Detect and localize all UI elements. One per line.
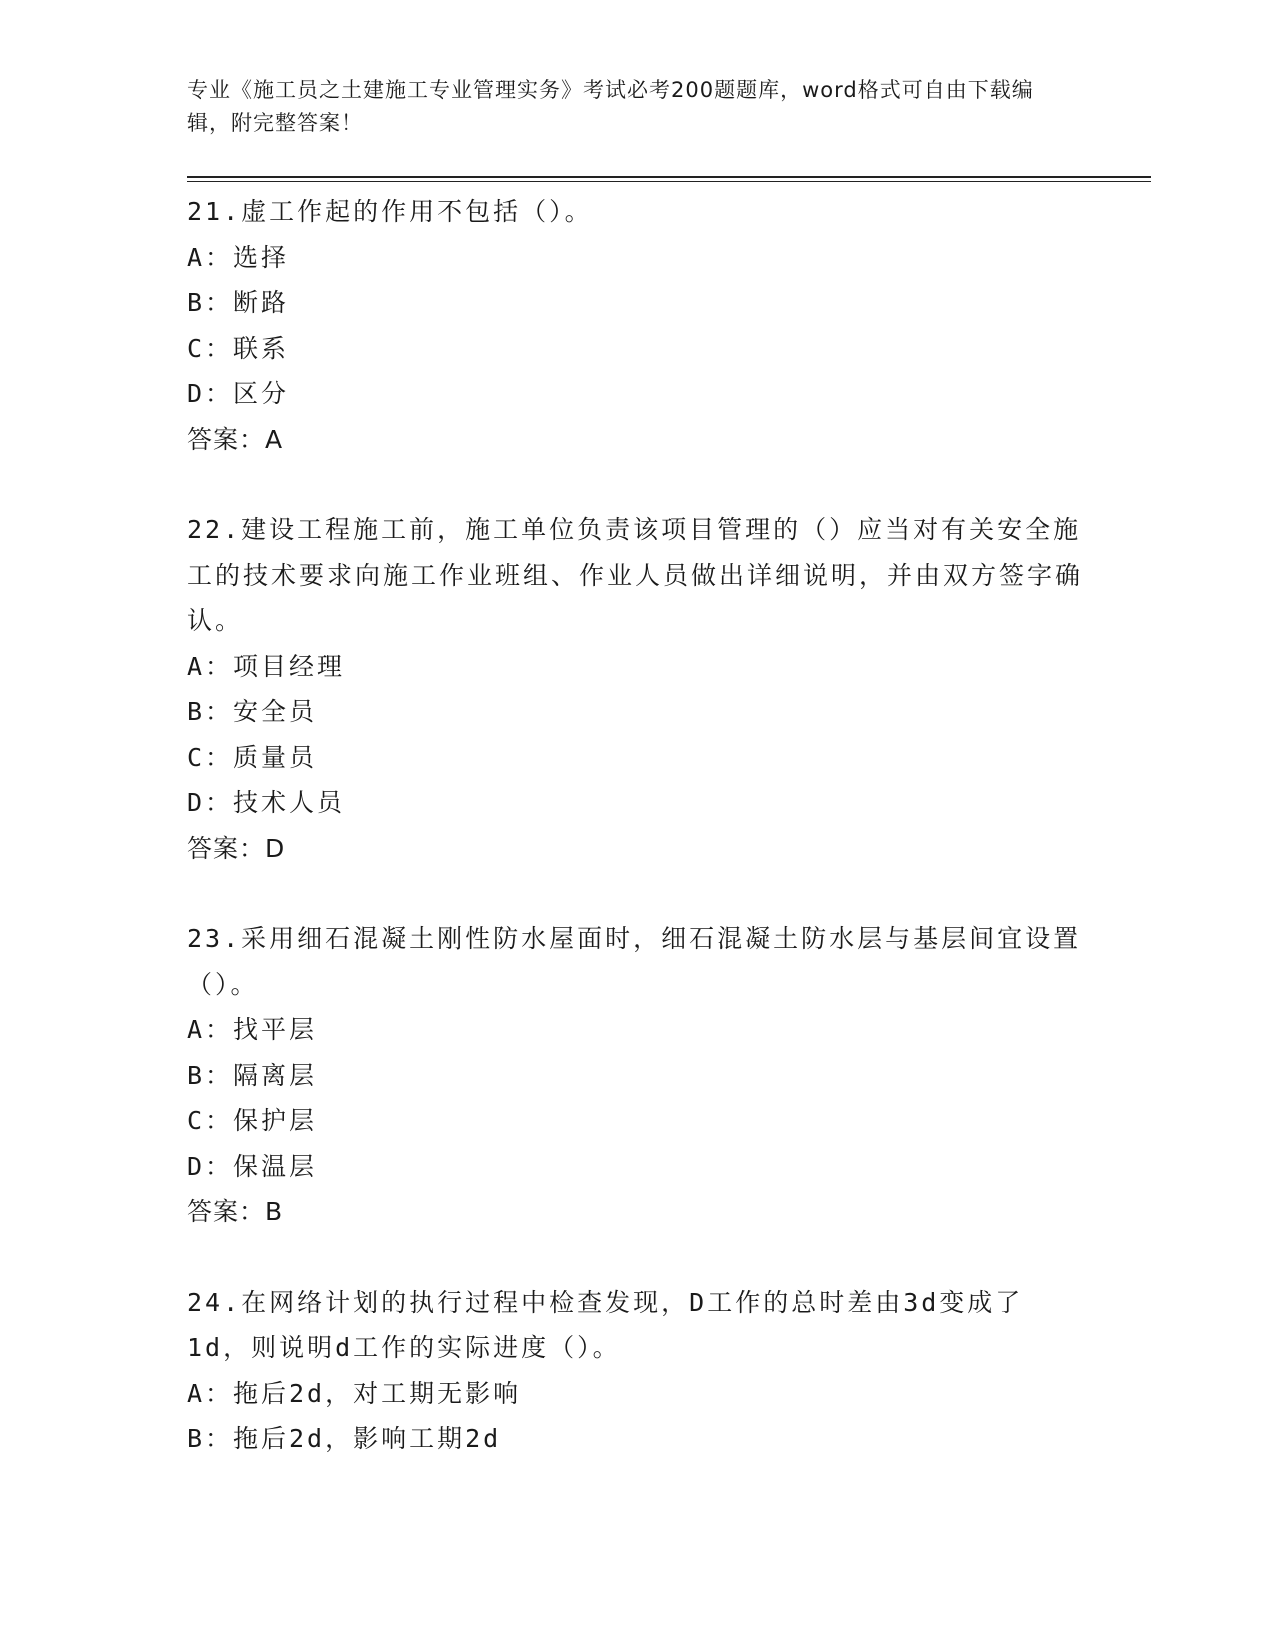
option-label: D：: [187, 1151, 234, 1181]
option-d: [187, 371, 1087, 417]
option-text: 选择: [233, 242, 290, 272]
question-text: 21.虚工作起的作用不包括（）。: [187, 197, 593, 226]
option-b: [187, 1416, 1087, 1462]
document-header: 专业《施工员之土建施工专业管理实务》考试必考200题题库，word格式可自由下载编辑，附完整答案！: [187, 78, 1034, 135]
option-a: [187, 1007, 1087, 1053]
option-label: B：: [187, 697, 234, 726]
option-label: B：: [187, 288, 234, 317]
header-divider-thick: [187, 176, 1151, 178]
option-text: 保护层: [233, 1106, 318, 1135]
option-label: A：: [187, 242, 234, 272]
option-text: 技术人员: [233, 788, 346, 817]
question-gap: [187, 871, 1087, 916]
option-label: B：: [187, 1424, 234, 1453]
question-gap: [187, 1235, 1087, 1280]
answer-line: 答案：A: [187, 424, 284, 454]
option-label: A：: [187, 1015, 234, 1044]
option-text: 安全员: [233, 697, 318, 726]
option-text: 保温层: [233, 1151, 318, 1181]
option-text: 质量员: [233, 742, 318, 772]
option-text: 拖后2d，对工期无影响: [233, 1378, 522, 1408]
option-text: 项目经理: [233, 651, 346, 681]
answer-line: 答案：B: [187, 1197, 284, 1226]
option-a: [187, 1371, 1087, 1417]
question-block: [187, 916, 1087, 1235]
header-divider-thin: [187, 181, 1151, 182]
option-a: [187, 235, 1087, 281]
option-label: D：: [187, 379, 234, 408]
option-d: [187, 780, 1087, 826]
option-b: [187, 280, 1087, 326]
question-text: 22.建设工程施工前，施工单位负责该项目管理的（）应当对有关安全施工的技术要求向施工作业班组、作业人员做出详细说明，并由双方签字确认。: [187, 515, 1084, 635]
option-d: [187, 1144, 1087, 1190]
option-c: [187, 1098, 1087, 1144]
option-text: 联系: [233, 333, 290, 363]
question-gap: [187, 462, 1087, 507]
option-label: C：: [187, 1106, 234, 1135]
option-b: [187, 1053, 1087, 1099]
question-block: [187, 507, 1087, 871]
question-text: 23.采用细石混凝土刚性防水屋面时，细石混凝土防水层与基层间宜设置（）。: [187, 924, 1082, 999]
option-text: 隔离层: [233, 1060, 318, 1090]
option-label: A：: [187, 651, 234, 681]
answer-line: 答案：D: [187, 833, 286, 863]
question-block: [187, 189, 1087, 462]
option-label: C：: [187, 742, 234, 772]
option-c: [187, 326, 1087, 372]
question-list: [187, 189, 1087, 1462]
option-text: 找平层: [233, 1015, 318, 1044]
option-c: [187, 735, 1087, 781]
option-label: A：: [187, 1378, 234, 1408]
question-text: 24.在网络计划的执行过程中检查发现，D工作的总时差由3d变成了1d，则说明d工作的实际进度（）。: [187, 1287, 1024, 1362]
option-b: [187, 689, 1087, 735]
option-label: D：: [187, 788, 234, 817]
question-block: [187, 1280, 1087, 1462]
option-label: B：: [187, 1060, 234, 1090]
option-text: 区分: [233, 379, 290, 408]
option-a: [187, 644, 1087, 690]
option-text: 断路: [233, 288, 290, 317]
option-text: 拖后2d，影响工期2d: [233, 1424, 502, 1453]
option-label: C：: [187, 333, 234, 363]
